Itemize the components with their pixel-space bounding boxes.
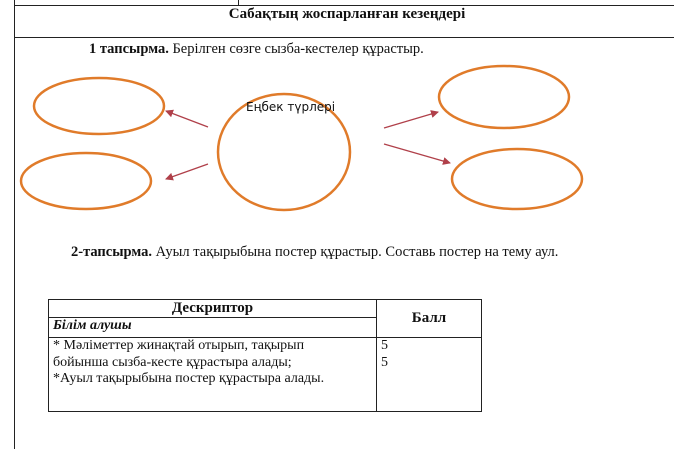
score-value: 5 [381, 354, 388, 370]
task2-instruction [71, 244, 558, 261]
scores-cell [377, 338, 482, 412]
top-left-ellipse [34, 78, 164, 134]
descriptor-items-cell [49, 338, 377, 412]
arrow-top-left [166, 111, 208, 127]
arrow-top-right [384, 112, 438, 128]
learner-subheader: Білім алушы [53, 318, 132, 333]
descriptor-item: *Ауыл тақырыбына постер құрастыра алады. [53, 371, 325, 386]
top-right-ellipse [439, 66, 569, 128]
descriptor-table [48, 299, 482, 412]
score-value: 5 [381, 338, 388, 353]
task2-label: 2-тапсырма. [71, 244, 153, 260]
descriptor-header: Дескриптор [171, 300, 254, 316]
bottom-left-ellipse [21, 153, 151, 209]
center-label: Еңбек түрлері [246, 100, 336, 114]
section-title: Сабақтың жоспарланған кезеңдері [228, 6, 466, 22]
score-header: Балл [377, 300, 482, 338]
descriptor-item: * Мәліметтер жинақтай отырып, тақырып [53, 338, 305, 353]
descriptor-header-cell [49, 300, 377, 338]
task1-text: Берілген сөзге сызба-кестелер құрастыр. [172, 41, 424, 57]
arrow-bottom-right [384, 144, 450, 163]
arrow-bottom-left [166, 164, 208, 179]
bottom-right-ellipse [452, 149, 582, 209]
task2-text: Ауыл тақырыбына постер құрастыр. Составь постер на тему аул. [155, 244, 559, 260]
task1-label: 1 тапсырма. [89, 41, 169, 57]
descriptor-item: бойынша сызба-кесте құрастыра алады; [53, 354, 292, 370]
